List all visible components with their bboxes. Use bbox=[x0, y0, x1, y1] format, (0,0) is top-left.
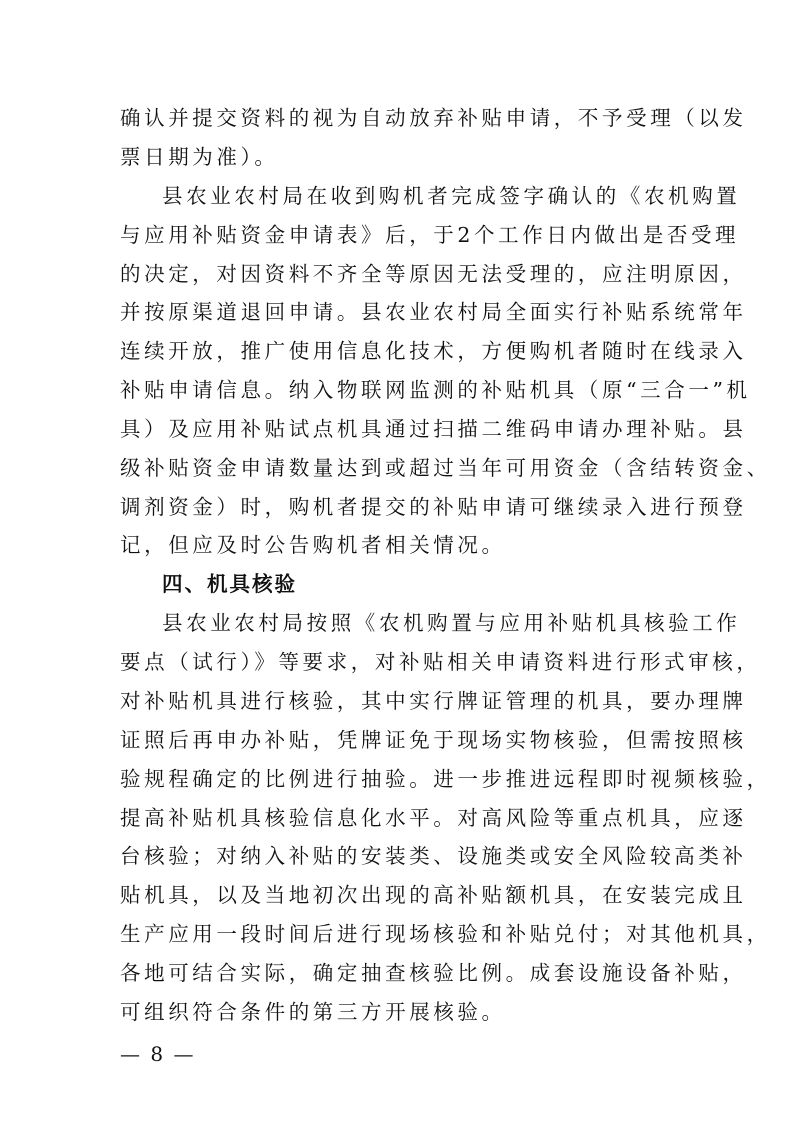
text-line: 对补贴机具进行核验，其中实行牌证管理的机具，要办理牌 bbox=[120, 689, 747, 713]
text-line: 验规程确定的比例进行抽验。进一步推进远程即时视频核验， bbox=[120, 767, 771, 791]
text-line: 确认并提交资料的视为自动放弃补贴申请，不予受理（以发 bbox=[120, 106, 747, 130]
page-number: — 8 — bbox=[120, 1042, 196, 1066]
paragraph-start-line: 县农业农村局按照《农机购置与应用补贴机具核验工作 bbox=[162, 611, 741, 635]
text-line: 并按原渠道退回申请。县农业农村局全面实行补贴系统常年 bbox=[120, 300, 747, 324]
section-heading: 四、机具核验 bbox=[162, 572, 297, 596]
text-line: 记，但应及时公告购机者相关情况。 bbox=[120, 533, 506, 557]
text-line: 与应用补贴资金申请表》后，于2个工作日内做出是否受理 bbox=[120, 223, 740, 247]
text-line: 的决定，对因资料不齐全等原因无法受理的，应注明原因， bbox=[120, 262, 747, 286]
text-line: 票日期为准）。 bbox=[120, 145, 279, 169]
text-line: 贴机具，以及当地初次出现的高补贴额机具，在安装完成且 bbox=[120, 883, 747, 907]
text-line: 级补贴资金申请数量达到或超过当年可用资金（含结转资金、 bbox=[120, 456, 771, 480]
text-line: 补贴申请信息。纳入物联网监测的补贴机具（原“三合一”机 bbox=[120, 378, 751, 402]
text-line: 要点（试行）》等要求，对补贴相关申请资料进行形式审核， bbox=[120, 650, 761, 674]
text-line: 可组织符合条件的第三方开展核验。 bbox=[120, 1000, 506, 1024]
paragraph-start-line: 县农业农村局在收到购机者完成签字确认的《农机购置 bbox=[162, 184, 741, 208]
text-line: 各地可结合实际，确定抽查核验比例。成套设施设备补贴， bbox=[120, 961, 747, 985]
text-line: 具）及应用补贴试点机具通过扫描二维码申请办理补贴。县 bbox=[120, 417, 747, 441]
text-line: 提高补贴机具核验信息化水平。对高风险等重点机具，应逐 bbox=[120, 806, 747, 830]
text-line: 生产应用一段时间后进行现场核验和补贴兑付；对其他机具， bbox=[120, 922, 771, 946]
text-line: 证照后再申办补贴，凭牌证免于现场实物核验，但需按照核 bbox=[120, 728, 747, 752]
text-line: 连续开放，推广使用信息化技术，方便购机者随时在线录入 bbox=[120, 339, 747, 363]
text-line: 调剂资金）时，购机者提交的补贴申请可继续录入进行预登 bbox=[120, 495, 747, 519]
text-line: 台核验；对纳入补贴的安装类、设施类或安全风险较高类补 bbox=[120, 844, 747, 868]
